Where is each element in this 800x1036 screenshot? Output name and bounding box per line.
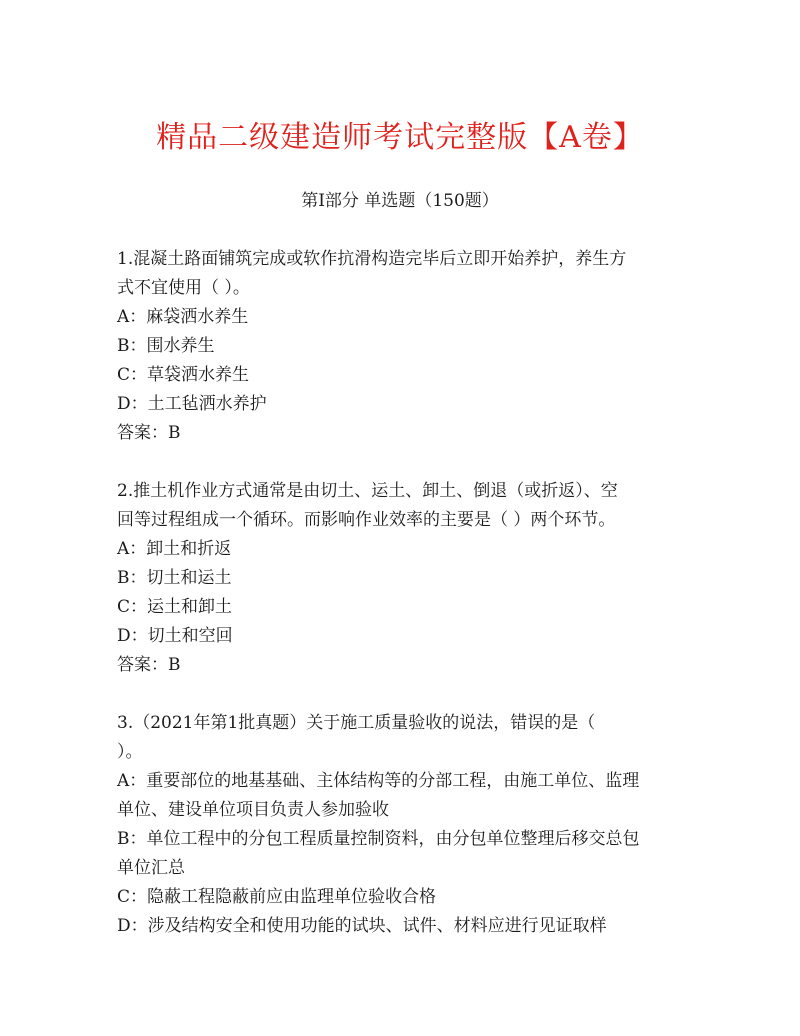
option-d: D：涉及结构安全和使用功能的试块、试件、材料应进行见证取样 [117, 916, 607, 936]
question-stem-line: 式不宜使用（ ）。 [117, 278, 250, 298]
answer-value: B [168, 655, 181, 675]
question-stem-line: 回等过程组成一个循环。而影响作业效率的主要是（ ）两个环节。 [117, 510, 616, 530]
option-c: C：草袋洒水养生 [117, 365, 250, 385]
option-a: A：重要部位的地基基础、主体结构等的分部工程，由施工单位、监理 [117, 771, 640, 791]
option-a-continued: 单位、建设单位项目负责人参加验收 [117, 800, 389, 820]
document-title: 精品二级建造师考试完整版【A卷】 [156, 120, 644, 155]
answer-value: B [168, 423, 181, 443]
question-stem-line: 1.混凝土路面铺筑完成或软作抗滑构造完毕后立即开始养护，养生方 [117, 249, 627, 269]
option-b-continued: 单位汇总 [117, 858, 185, 878]
option-d: D：切土和空回 [117, 626, 233, 646]
answer-label: 答案： [117, 655, 168, 675]
option-c: C：运土和卸土 [117, 597, 233, 617]
question-1 [117, 245, 687, 448]
question-stem-line: 3.（2021年第1批真题）关于施工质量验收的说法，错误的是（ [117, 713, 596, 733]
option-a: A：麻袋洒水养生 [117, 307, 249, 327]
option-a: A：卸土和折返 [117, 539, 232, 559]
question-2 [117, 477, 687, 680]
option-b: B：切土和运土 [117, 568, 232, 588]
option-d: D：土工毡洒水养护 [117, 394, 267, 414]
section-title: 第I部分 单选题（150题） [301, 191, 499, 211]
option-b: B：单位工程中的分包工程质量控制资料，由分包单位整理后移交总包 [117, 829, 640, 849]
option-b: B：围水养生 [117, 336, 215, 356]
question-list [117, 245, 687, 970]
question-stem-line: ）。 [117, 742, 143, 762]
option-c: C：隐蔽工程隐蔽前应由监理单位验收合格 [117, 887, 437, 907]
question-stem-line: 2.推土机作业方式通常是由切土、运土、卸土、倒退（或折返）、空 [117, 481, 618, 501]
question-3 [117, 709, 687, 941]
answer-line [117, 651, 687, 680]
answer-label: 答案： [117, 423, 168, 443]
answer-line [117, 419, 687, 448]
